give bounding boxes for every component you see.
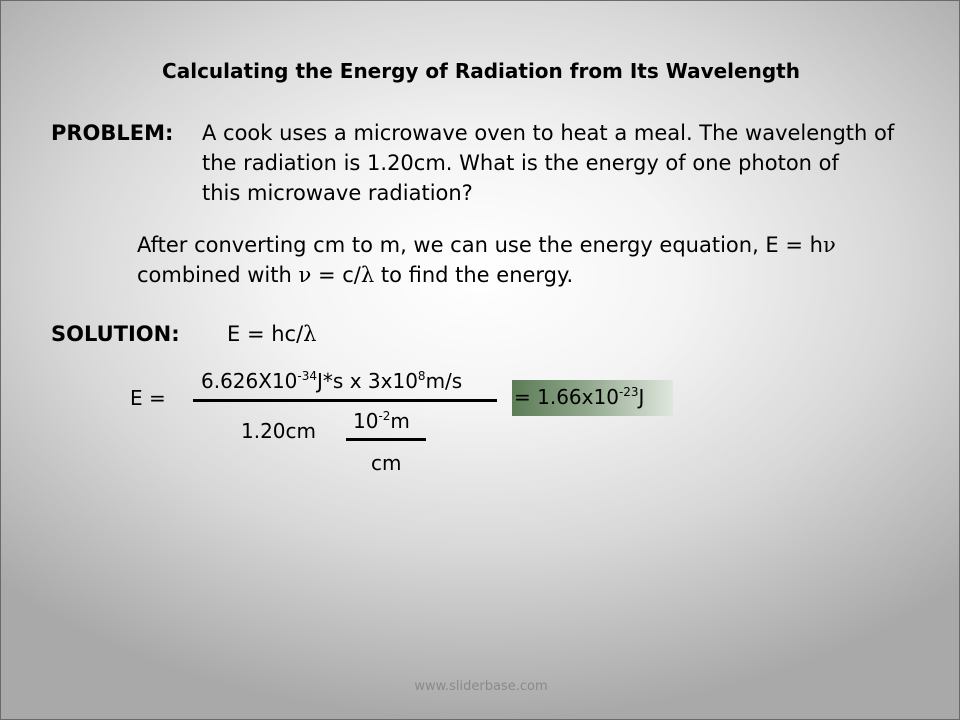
problem-line-2: the radiation is 1.20cm. What is the energy of one photon of: [202, 151, 839, 175]
lambda-symbol: λ: [360, 263, 375, 287]
planck-unit: J*s: [317, 369, 344, 393]
conversion-numerator: [353, 408, 410, 437]
explanation-line-2-eq: = c/: [311, 263, 361, 287]
solution-formula: [227, 319, 316, 349]
explanation-line-2-end: to find the energy.: [374, 263, 574, 287]
nu-symbol-2: ν: [298, 263, 312, 287]
explanation-line-2: [137, 260, 836, 290]
conversion-numerator-unit: m: [390, 409, 410, 433]
speed-of-light-unit: m/s: [425, 369, 463, 393]
explanation-line-1-text: After converting cm to m, we can use the energy equation, E = h: [137, 233, 823, 257]
nu-symbol: ν: [822, 233, 836, 257]
planck-exponent: -34: [297, 369, 318, 383]
explanation-line-1: [137, 230, 836, 260]
planck-base: 6.626X10: [201, 369, 298, 393]
explanation: [137, 230, 836, 290]
problem-line-3: this microwave radiation?: [202, 181, 473, 205]
problem-line-1: A cook uses a microwave oven to heat a meal. The wavelength of: [202, 121, 895, 145]
equation-numerator: [201, 368, 462, 397]
times-sign: x: [349, 369, 362, 393]
solution-formula-text: E = hc/: [227, 322, 304, 346]
slide-title: Calculating the Energy of Radiation from Its Wavelength: [162, 59, 800, 83]
wavelength-value: 1.20cm: [241, 419, 317, 443]
conversion-exponent: -2: [378, 409, 391, 423]
lambda-symbol-2: λ: [303, 322, 317, 346]
footer-watermark: www.sliderbase.com: [414, 679, 548, 694]
conversion-fraction-bar: [346, 438, 426, 441]
explanation-line-2-start: combined with: [137, 263, 299, 287]
speed-of-light-base: 3x10: [367, 369, 418, 393]
equation-lhs: E =: [130, 386, 166, 410]
answer-prefix: = 1.66x10: [514, 385, 619, 409]
solution-label: SOLUTION:: [51, 322, 180, 346]
answer-exponent: -23: [618, 385, 639, 399]
problem-label: PROBLEM:: [51, 121, 174, 145]
answer-unit: J: [638, 385, 645, 409]
speed-of-light-exponent: 8: [417, 369, 426, 383]
conversion-denominator: cm: [371, 451, 402, 475]
answer: [514, 384, 644, 413]
main-fraction-bar: [193, 399, 497, 402]
conversion-base: 10: [353, 409, 379, 433]
problem-text: [202, 118, 894, 208]
